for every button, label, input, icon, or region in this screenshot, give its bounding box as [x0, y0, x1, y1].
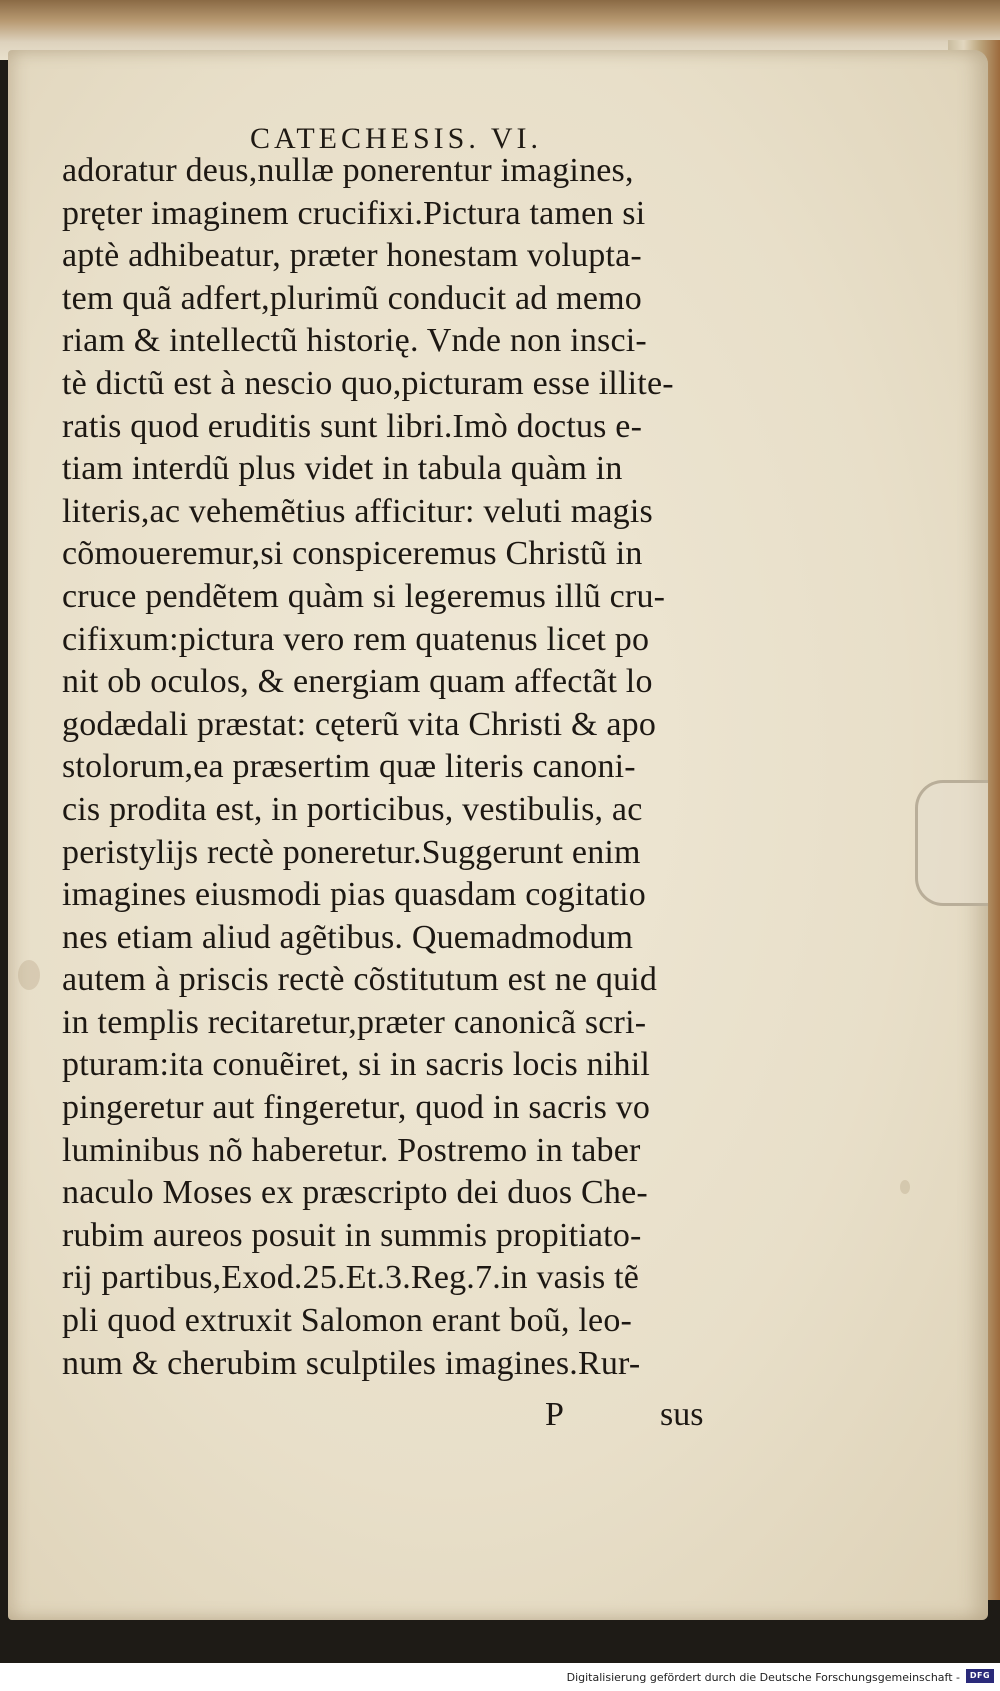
page-stain	[900, 1180, 910, 1194]
text-line: tiam interdũ plus videt in tabula quàm in	[62, 450, 623, 488]
funding-credit: Digitalisierung gefördert durch die Deutsche Forschungsgemeinschaft -	[566, 1671, 960, 1684]
text-line: ratis quod eruditis sunt libri.Imò doctus e-	[62, 407, 643, 445]
text-line: pturam:ita conuẽiret, si in sacris locis nihil	[62, 1046, 651, 1084]
dfg-logo: DFG	[966, 1669, 994, 1683]
thumb-index-tab	[915, 780, 988, 906]
text-line: pli quod extruxit Salomon erant boũ, leo-	[62, 1302, 633, 1340]
text-line: godædali præstat: cęterũ vita Christi & apo	[62, 705, 657, 743]
text-line: num & cherubim sculptiles imagines.Rur-	[62, 1344, 641, 1382]
text-line: nit ob oculos, & energiam quam affectãt lo	[62, 663, 653, 701]
text-line: in templis recitaretur,præter canonicã scri-	[62, 1003, 647, 1041]
text-line: naculo Moses ex præscripto dei duos Che-	[62, 1174, 648, 1212]
text-line: riam & intellectũ historię. Vnde non insci-	[62, 322, 647, 360]
text-line: adoratur deus,nullæ ponerentur imagines,	[62, 152, 634, 189]
text-line: cõmoueremur,si conspiceremus Christũ in	[62, 535, 643, 573]
text-line: literis,ac vehemẽtius afficitur: veluti magis	[62, 492, 653, 530]
text-line: tem quã adfert,plurimũ conducit ad memo	[62, 279, 642, 317]
digitization-footer	[0, 1663, 1000, 1691]
text-line: cis prodita est, in porticibus, vestibulis, ac	[62, 790, 643, 828]
catchword: sus	[660, 1396, 704, 1433]
page-stain	[18, 960, 40, 990]
text-line: imagines eiusmodi pias quasdam cogitatio	[62, 876, 647, 914]
text-line: pręter imaginem crucifixi.Pictura tamen si	[62, 194, 646, 232]
text-line: rij partibus,Exod.25.Et.3.Reg.7.in vasis tẽ	[62, 1259, 640, 1297]
signature-mark: P	[545, 1396, 564, 1433]
text-line: peristylijs rectè poneretur.Suggerunt enim	[62, 833, 641, 871]
text-line: cruce pendẽtem quàm si legeremus illũ cru-	[62, 577, 666, 615]
body-text	[62, 150, 762, 1385]
text-line: rubim aureos posuit in summis propitiato-	[62, 1216, 642, 1254]
text-line: nes etiam aliud agẽtibus. Quemadmodum	[62, 918, 634, 956]
running-head: CATECHESIS. VI.	[250, 122, 542, 155]
text-line: pingeretur aut fingeretur, quod in sacris vo	[62, 1089, 651, 1127]
text-line: stolorum,ea præsertim quæ literis canoni-	[62, 748, 636, 786]
text-line: luminibus nõ haberetur. Postremo in taber	[62, 1131, 641, 1169]
text-line: aptè adhibeatur, præter honestam volupta-	[62, 237, 642, 275]
text-line: autem à priscis rectè cõstitutum est ne quid	[62, 961, 658, 999]
text-line: cifixum:pictura vero rem quatenus licet po	[62, 620, 650, 658]
text-line: tè dictũ est à nescio quo,picturam esse illite-	[62, 364, 674, 402]
